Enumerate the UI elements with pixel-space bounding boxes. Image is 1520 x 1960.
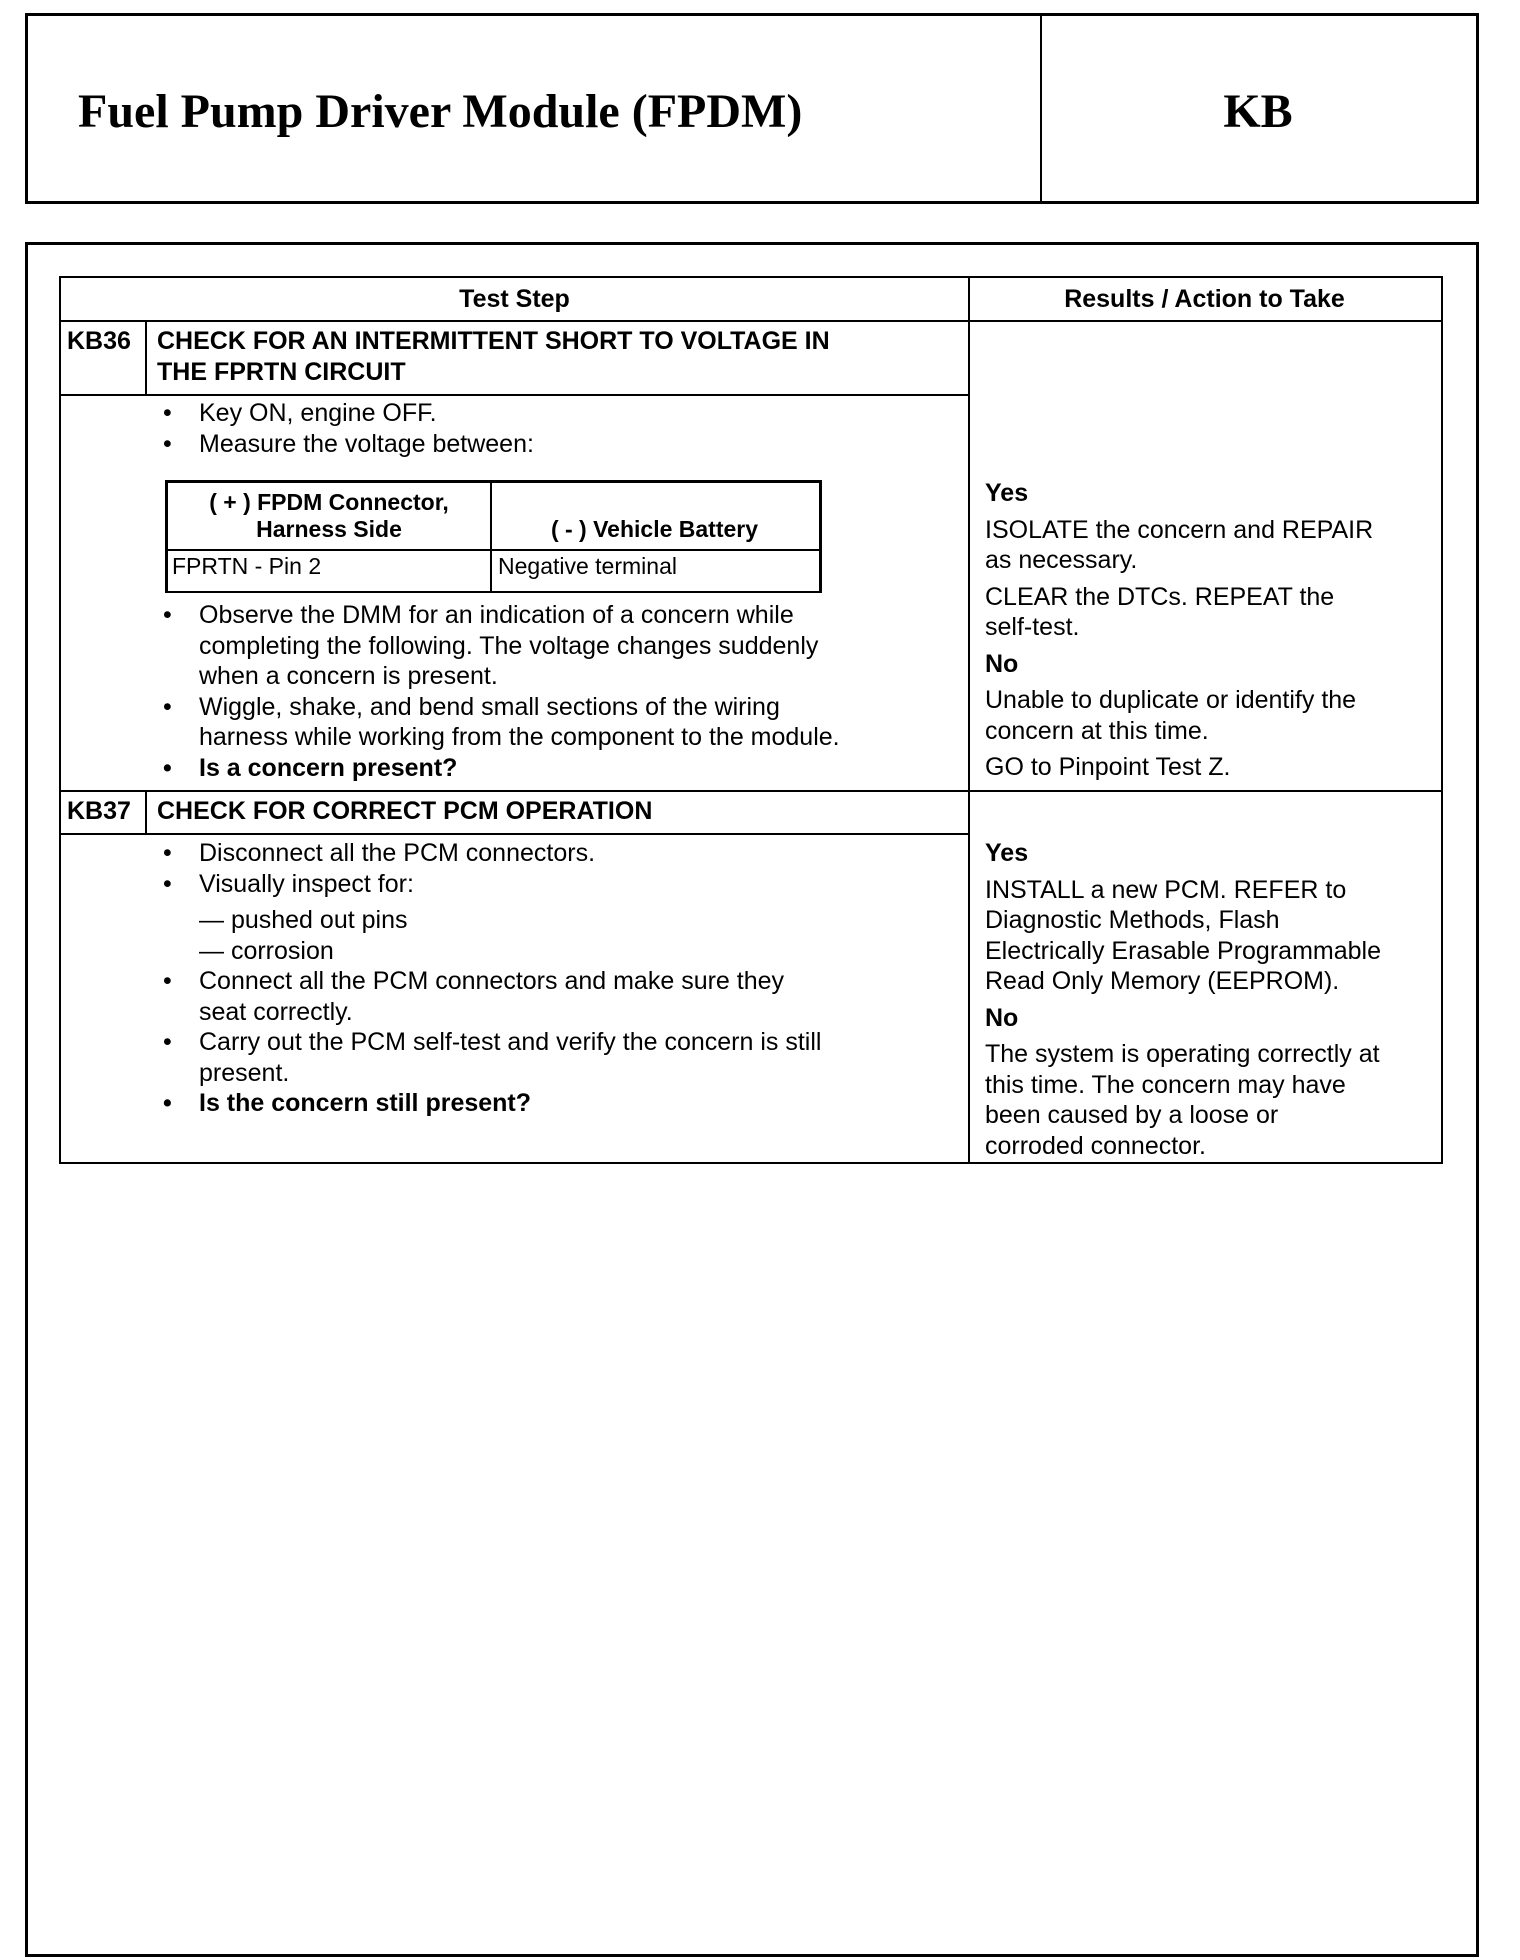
page-title: Fuel Pump Driver Module (FPDM) <box>78 85 803 138</box>
row-divider <box>61 320 1441 322</box>
yes-label: Yes <box>985 479 1029 507</box>
line: • Connect all the PCM connectors and make sure they <box>199 967 785 995</box>
dash-item: — pushed out pins <box>199 906 408 934</box>
line: seat correctly. <box>199 997 353 1026</box>
question: • Is a concern present? <box>157 753 840 784</box>
step-instructions <box>157 600 840 783</box>
column-header-results: Results / Action to Take <box>1064 285 1345 313</box>
result-text: CLEAR the DTCs. REPEAT the self-test. <box>985 582 1335 641</box>
step-title: CHECK FOR CORRECT PCM OPERATION <box>157 797 653 825</box>
result-text: ISOLATE the concern and REPAIR as necessary. <box>985 515 1374 574</box>
title-line: CHECK FOR AN INTERMITTENT SHORT TO VOLTAGE IN <box>157 327 830 355</box>
line: when a concern is present. <box>199 662 498 690</box>
row-divider <box>61 790 1441 792</box>
step-id: KB36 <box>67 327 131 355</box>
row-divider <box>61 833 968 835</box>
no-label: No <box>985 1003 1019 1032</box>
line: • Wiggle, shake, and bend small sections of the wiring <box>199 692 780 721</box>
bullet-item: • Disconnect all the PCM connectors. <box>157 838 821 869</box>
bullet-item: • Measure the voltage between: <box>157 429 534 460</box>
cell-positive: FPRTN - Pin 2 <box>172 553 322 579</box>
dash-item: — corrosion <box>199 936 334 965</box>
column-divider <box>968 278 970 1162</box>
section-code: KB <box>1223 85 1293 138</box>
row-divider <box>61 394 968 396</box>
bullet-item: • Visually inspect for: <box>157 869 821 900</box>
id-divider <box>145 320 147 394</box>
title-line: THE FPRTN CIRCUIT <box>157 357 406 386</box>
bullet-item: • Key ON, engine OFF. <box>157 398 534 429</box>
id-divider <box>145 790 147 833</box>
results-kb36 <box>985 478 1373 789</box>
measurement-table <box>165 480 822 593</box>
result-text: The system is operating correctly at this time. The concern may have been caused by a loose or corroded connector. <box>985 1040 1380 1160</box>
question: • Is the concern still present? <box>157 1088 821 1119</box>
step-title <box>157 326 830 387</box>
bullet-item <box>157 1027 821 1088</box>
line: • Carry out the PCM self-test and verify the concern is still <box>199 1028 822 1056</box>
result-text: INSTALL a new PCM. REFER to Diagnostic Methods, Flash Electrically Erasable Programmable Read Only Memory (EEPROM). <box>985 875 1381 995</box>
column-header-test-step: Test Step <box>459 285 570 313</box>
diagnostic-table <box>59 276 1443 1164</box>
yes-label: Yes <box>985 839 1029 867</box>
step-instructions <box>157 838 821 1119</box>
bullet-item <box>157 692 840 753</box>
no-label: No <box>985 649 1019 678</box>
header-negative-lead: ( - ) Vehicle Battery <box>550 516 759 542</box>
step-id: KB37 <box>67 797 131 825</box>
line: harness while working from the component to the module. <box>199 723 840 751</box>
cell-negative: Negative terminal <box>498 553 677 579</box>
results-kb37 <box>985 838 1381 1167</box>
bullet-item <box>157 966 821 1027</box>
line: present. <box>199 1058 290 1087</box>
header-box <box>25 13 1479 204</box>
line: • Observe the DMM for an indication of a concern while <box>199 601 794 629</box>
step-instructions <box>157 398 534 459</box>
result-text: GO to Pinpoint Test Z. <box>985 753 1231 781</box>
line: completing the following. The voltage changes suddenly <box>199 631 819 660</box>
bullet-item <box>157 600 840 692</box>
header-positive-lead: ( + ) FPDM Connector, Harness Side <box>209 489 449 542</box>
result-text: Unable to duplicate or identify the concern at this time. <box>985 686 1357 745</box>
